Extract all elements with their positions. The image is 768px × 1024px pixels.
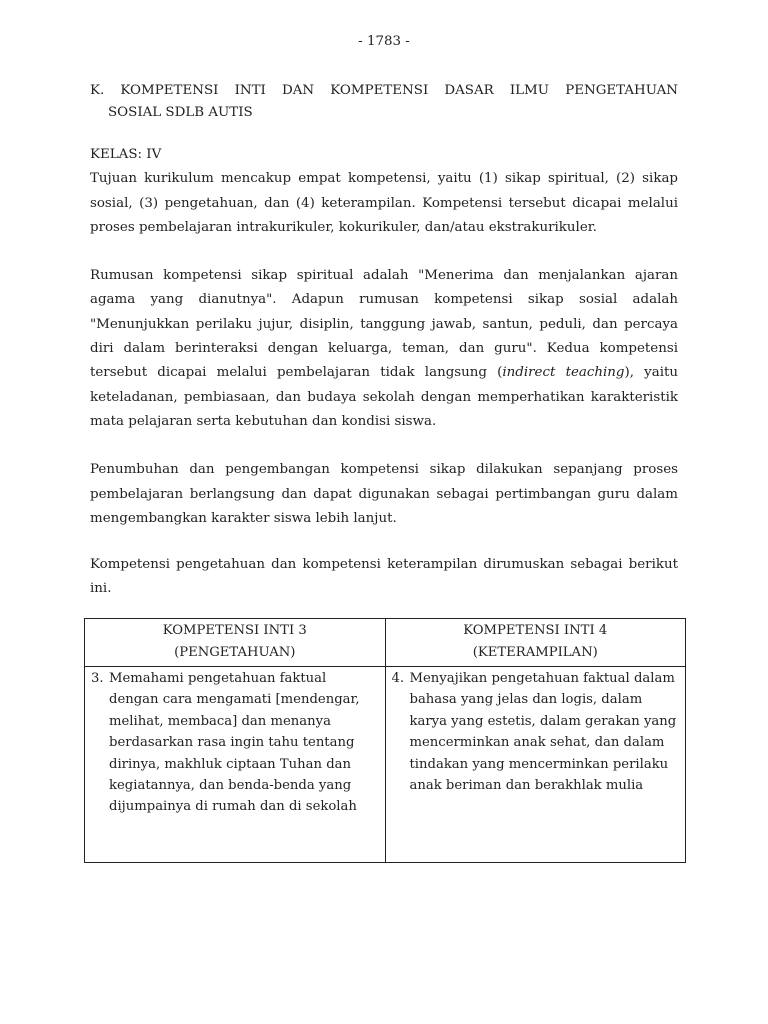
list-item [392, 668, 680, 796]
section-heading [90, 80, 678, 123]
paragraph-text: Rumusan kompetensi sikap spiritual adalah "Menerima dan menjalankan ajaran agama yang dianutnya". Adapun rumusan kompetensi sikap sosial adalah "Menunjukkan perilaku jujur, disiplin, tanggung jawab, santun, peduli, dan percaya diri dalam berinteraksi dengan keluarga, teman, dan guru". Kedua kompetensi tersebut dicapai melalui pembelajaran tidak langsung ( [90, 268, 678, 381]
cell-ki3 [85, 667, 386, 863]
header-ki3-subtitle: (PENGETAHUAN) [174, 645, 296, 660]
item-text: Memahami pengetahuan faktual dengan cara mengamati [mendengar, melihat, membaca] dan menanya berdasarkan rasa ingin tahu tentang dirinya, makhluk ciptaan Tuhan dan kegiatannya, dan benda-benda yang dijumpainya di rumah dan di sekolah [109, 671, 360, 815]
paragraph-text: ), yaitu keteladanan, pembiasaan, dan budaya sekolah dengan memperhatikan karakteristik mata pelajaran serta kebutuhan dan kondisi siswa. [90, 365, 678, 429]
competency-table [84, 618, 686, 863]
header-ki3 [85, 619, 386, 667]
paragraph-curriculum-goals: Tujuan kurikulum mencakup empat kompetensi, yaitu (1) sikap spiritual, (2) sikap sosial, (3) pengetahuan, dan (4) keterampilan. Kompetensi tersebut dicapai melalui proses pembelajaran intrakurikuler, kokurikuler, dan/atau ekstrakurikuler. [90, 171, 678, 235]
heading-line-1: K. KOMPETENSI INTI DAN KOMPETENSI DASAR ILMU PENGETAHUAN [90, 83, 678, 98]
body-text [90, 143, 678, 602]
header-ki4-subtitle: (KETERAMPILAN) [472, 645, 598, 660]
class-label: KELAS: IV [90, 147, 162, 162]
paragraph-attitude-development: Penumbuhan dan pengembangan kompetensi sikap dilakukan sepanjang proses pembelajaran berlangsung dan dapat digunakan sebagai pertimbangan guru dalam mengembangkan karakter siswa lebih lanjut. [90, 462, 678, 526]
item-text: Menyajikan pengetahuan faktual dalam bahasa yang jelas dan logis, dalam karya yang estetis, dalam gerakan yang mencerminkan anak sehat, dan dalam tindakan yang mencerminkan perilaku anak beriman dan berakhlak mulia [409, 671, 677, 794]
paragraph-knowledge-skills: Kompetensi pengetahuan dan kompetensi keterampilan dirumuskan sebagai berikut ini. [90, 557, 678, 597]
page-number: - 1783 - [358, 34, 410, 49]
paragraph-attitude-competence [90, 264, 678, 434]
list-item [91, 668, 379, 818]
header-ki3-title: KOMPETENSI INTI 3 [162, 623, 307, 638]
table-header-row [85, 619, 686, 667]
italic-term: indirect teaching [502, 365, 625, 381]
item-number: 3. [91, 671, 104, 686]
item-number: 4. [391, 671, 405, 686]
cell-ki4 [385, 667, 686, 863]
table-row [85, 667, 686, 863]
header-ki4 [385, 619, 686, 667]
header-ki4-title: KOMPETENSI INTI 4 [463, 623, 608, 638]
heading-line-2: SOSIAL SDLB AUTIS [108, 104, 253, 120]
